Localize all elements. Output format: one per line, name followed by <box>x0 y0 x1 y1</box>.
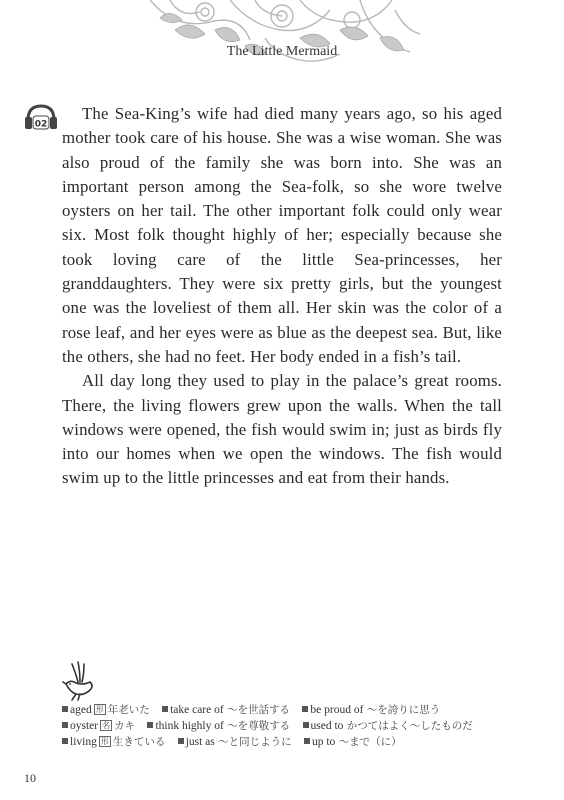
bullet-square-icon <box>303 722 309 728</box>
headphones-icon <box>22 102 60 134</box>
bullet-square-icon <box>62 706 68 712</box>
bullet-square-icon <box>162 706 168 712</box>
vocab-entry: living 形 生きている <box>62 736 165 748</box>
bullet-square-icon <box>62 738 68 744</box>
vocab-entry: oyster 名 カキ <box>62 720 135 732</box>
vocab-entry: used to かつてはよく～したものだ <box>303 720 473 732</box>
bullet-square-icon <box>147 722 153 728</box>
paragraph: All day long they used to play in the palace’s great rooms. There, the living flowers grew upon the walls. When the tall windows were opened, the fish would swim in; just as birds fly into our homes when we open the windows. The fish would swim up to the little princesses and eat from their hands. <box>62 371 502 488</box>
vocabulary-list <box>62 702 502 750</box>
vocab-entry: be proud of ～を誇りに思う <box>302 704 440 716</box>
bullet-square-icon <box>302 706 308 712</box>
track-number: 02 <box>34 119 48 130</box>
vocab-entry: aged 形 年老いた <box>62 704 150 716</box>
dove-icon <box>62 660 98 702</box>
running-title: The Little Mermaid <box>226 44 338 59</box>
bullet-square-icon <box>178 738 184 744</box>
vocab-entry: up to ～まで（に） <box>304 736 402 748</box>
bullet-square-icon <box>304 738 310 744</box>
bullet-square-icon <box>62 722 68 728</box>
vocab-entry: take care of ～を世話する <box>162 704 290 716</box>
paragraph: The Sea-King’s wife had died many years ago, so his aged mother took care of his house. She was a wise woman. She was also proud of the family she was born into. She was an important person among the Sea-folk, so she wore twelve oysters on her tail. The other important folk could only wear six. Most folk thought highly of her; especially because she took loving care of the little Sea-princesses, her granddaughters. They were six pretty girls, but the youngest one was the loveliest of them all. Her skin was the color of a rose leaf, and her eyes were as blue as the deepest sea. But, like the others, she had no feet. Her body ended in a fish’s tail. <box>62 104 502 366</box>
page-number: 10 <box>24 771 36 785</box>
vocab-entry: think highly of ～を尊敬する <box>147 720 290 732</box>
vocab-entry: just as ～と同じように <box>178 736 292 748</box>
story-text <box>62 102 502 491</box>
